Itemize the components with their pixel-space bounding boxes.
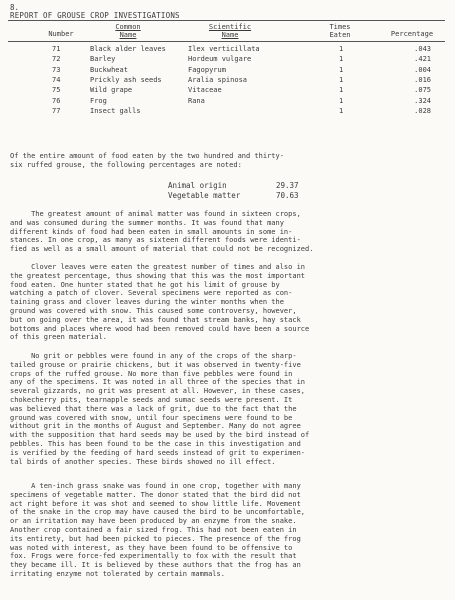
row-common-name: Insect galls: [90, 106, 141, 115]
paragraph-animal-matter: [10, 210, 448, 254]
paragraph-line: taining grass and clover leaves during the winter months when the: [10, 298, 284, 307]
row-percentage: .016: [414, 75, 431, 84]
intro-line: six ruffed grouse, the following percentages are noted:: [10, 160, 242, 169]
row-common-name: Black alder leaves: [90, 45, 166, 53]
paragraph-line: tailed grouse or prairie chickens, but it was observed in twenty-five: [10, 360, 301, 369]
row-times-eaten: 1: [339, 96, 344, 105]
paragraph-line: several gizzards, no grit was present at all. However, in these cases,: [10, 387, 306, 396]
paragraph-line: any of the specimens. It was noted in all three of the species that in: [10, 378, 306, 387]
row-times-eaten: 1: [339, 65, 344, 74]
row-scientific-name: Fagopyrum: [188, 65, 226, 74]
header-percentage: Percentage: [390, 30, 434, 38]
paragraph-line: stances. In one crop, as many as sixteen different foods were identi-: [10, 236, 301, 245]
paragraph-line: with the supposition that hard seeds may be used by the bird instead of: [10, 431, 310, 440]
paragraph-line: No grit or pebbles were found in any of the crops of the sharp-: [10, 352, 297, 360]
paragraph-line: the greatest percentage, thus showing that this was the most important: [10, 271, 306, 280]
row-times-eaten: 1: [339, 86, 344, 95]
paragraph-grit: [10, 352, 448, 466]
row-scientific-name: Hordeum vulgare: [188, 55, 252, 64]
paragraph-line: is verified by the feeding of hard seeds instead of grit to experimen-: [10, 448, 306, 457]
row-scientific-name: Aralia spinosa: [188, 75, 248, 84]
row-times-eaten: 1: [339, 75, 344, 84]
table-top-rule: [8, 20, 445, 21]
paragraph-line: they became ill. It is believed by these authors that the frog has an: [10, 561, 301, 570]
paragraph-line: was believed that there was a lack of grit, due to the fact that the: [10, 404, 297, 413]
intro-paragraph: [10, 152, 448, 170]
paragraph-line: fied as well as a small amount of material that could not be recognized.: [10, 245, 314, 254]
paragraph-line: ground was covered with snow, until four specimens were found to be: [10, 413, 293, 422]
row-percentage: .004: [414, 65, 431, 74]
summary-vegetable-value: 70.63: [276, 191, 299, 200]
intro-line: Of the entire amount of food eaten by the two hundred and thirty-: [10, 152, 284, 160]
row-common-name: Frog: [90, 96, 107, 105]
row-percentage: .043: [414, 45, 431, 53]
row-number: 76: [52, 96, 61, 105]
paragraph-line: Clover leaves were eaten the greatest number of times and also in: [10, 263, 306, 271]
header-scientific-name: Scientific Name: [208, 23, 252, 39]
row-percentage: .324: [414, 96, 431, 105]
page-number: 8.: [10, 3, 20, 12]
summary-animal-label: Animal origin: [168, 181, 227, 190]
row-percentage: .028: [414, 106, 431, 115]
header-times-eaten: Times Eaten: [329, 23, 351, 39]
row-scientific-name: Ilex verticillata: [188, 45, 260, 53]
row-number: 75: [52, 86, 61, 95]
paragraph-line: but on going over the area, it was found that stream banks, hay stack: [10, 315, 301, 324]
row-number: 71: [52, 45, 61, 53]
table-row: [0, 107, 455, 116]
paragraph-line: of the snake in the crop may have caused the bird to be uncomfortable,: [10, 508, 306, 517]
row-number: 72: [52, 55, 61, 64]
table-header-rule: [8, 41, 445, 42]
row-percentage: .075: [414, 86, 431, 95]
paragraph-line: watching a patch of clover. Several specimens were reported as con-: [10, 289, 293, 298]
summary-vegetable-label: Vegetable matter: [168, 191, 241, 200]
paragraph-line: act right before it was shot and seemed to show little life. Movement: [10, 499, 301, 508]
paragraph-line: pebbles. This has been found to be the case in this investigation and: [10, 439, 301, 448]
paragraph-clover: [10, 263, 448, 342]
paragraph-line: food eaten. One hunter stated that he got his limit of grouse by: [10, 280, 280, 289]
header-common-name: Common Name: [115, 23, 141, 39]
header-number: Number: [48, 30, 74, 38]
table-row: [0, 97, 455, 106]
paragraph-line: or an irritation may have been produced by an enzyme from the snake.: [10, 517, 297, 526]
paragraph-line: without grit in the months of August and September. Many do not agree: [10, 422, 301, 431]
paragraph-line: A ten-inch grass snake was found in one crop, together with many: [10, 482, 301, 490]
row-times-eaten: 1: [339, 45, 344, 53]
summary-animal: [168, 181, 368, 191]
paragraph-line: tal birds of another species. These birds showed no ill effect.: [10, 457, 276, 466]
paragraph-line: Another crop contained a fair sized frog. This had not been eaten in: [10, 525, 297, 534]
table-row: [0, 86, 455, 95]
row-common-name: Wild grape: [90, 86, 133, 95]
paragraph-line: of this green material.: [10, 333, 107, 342]
paragraph-line: chokecherry pits, tearnapple seeds and sumac seeds were present. It: [10, 395, 293, 404]
row-number: 74: [52, 75, 61, 84]
row-percentage: .421: [414, 55, 431, 64]
paragraph-line: was noted with interest, as they have been found to be offensive to: [10, 543, 293, 552]
paragraph-line: irritating enzyme not tolerated by certain mammals.: [10, 569, 225, 578]
paragraph-line: bottoms and places where wood had been removed could have been a source: [10, 324, 310, 333]
row-number: 77: [52, 106, 61, 115]
summary-vegetable: [168, 191, 368, 201]
report-title: REPORT OF GROUSE CROP INVESTIGATIONS: [10, 11, 180, 20]
paragraph-line: The greatest amount of animal matter was found in sixteen crops,: [10, 210, 301, 218]
row-scientific-name: Vitaceae: [188, 86, 222, 95]
table-row: [0, 45, 455, 54]
row-common-name: Barley: [90, 55, 116, 64]
row-times-eaten: 1: [339, 106, 344, 115]
table-row: [0, 76, 455, 85]
paragraph-line: fox. Frogs were force-fed experimentally to fox with the result that: [10, 552, 297, 561]
paragraph-line: its entirety, but had been picked to pieces. The presence of the frog: [10, 534, 301, 543]
paragraph-snake-frog: [10, 482, 448, 579]
row-common-name: Buckwheat: [90, 65, 128, 74]
paragraph-line: different kinds of food had been eaten in small amounts in some in-: [10, 227, 293, 236]
paragraph-line: specimens of vegetable matter. The donor stated that the bird did not: [10, 490, 301, 499]
row-common-name: Prickly ash seeds: [90, 75, 162, 84]
row-times-eaten: 1: [339, 55, 344, 64]
row-number: 73: [52, 65, 61, 74]
paragraph-line: ground was covered with snow. This caused some controversy, however,: [10, 306, 297, 315]
table-row: [0, 66, 455, 75]
row-scientific-name: Rana: [188, 96, 205, 105]
table-row: [0, 55, 455, 64]
summary-animal-value: 29.37: [276, 181, 299, 190]
paragraph-line: crops of the ruffed grouse. No more than five pebbles were found in: [10, 369, 293, 378]
paragraph-line: and was consumed during the summer months. It was found that many: [10, 218, 284, 227]
